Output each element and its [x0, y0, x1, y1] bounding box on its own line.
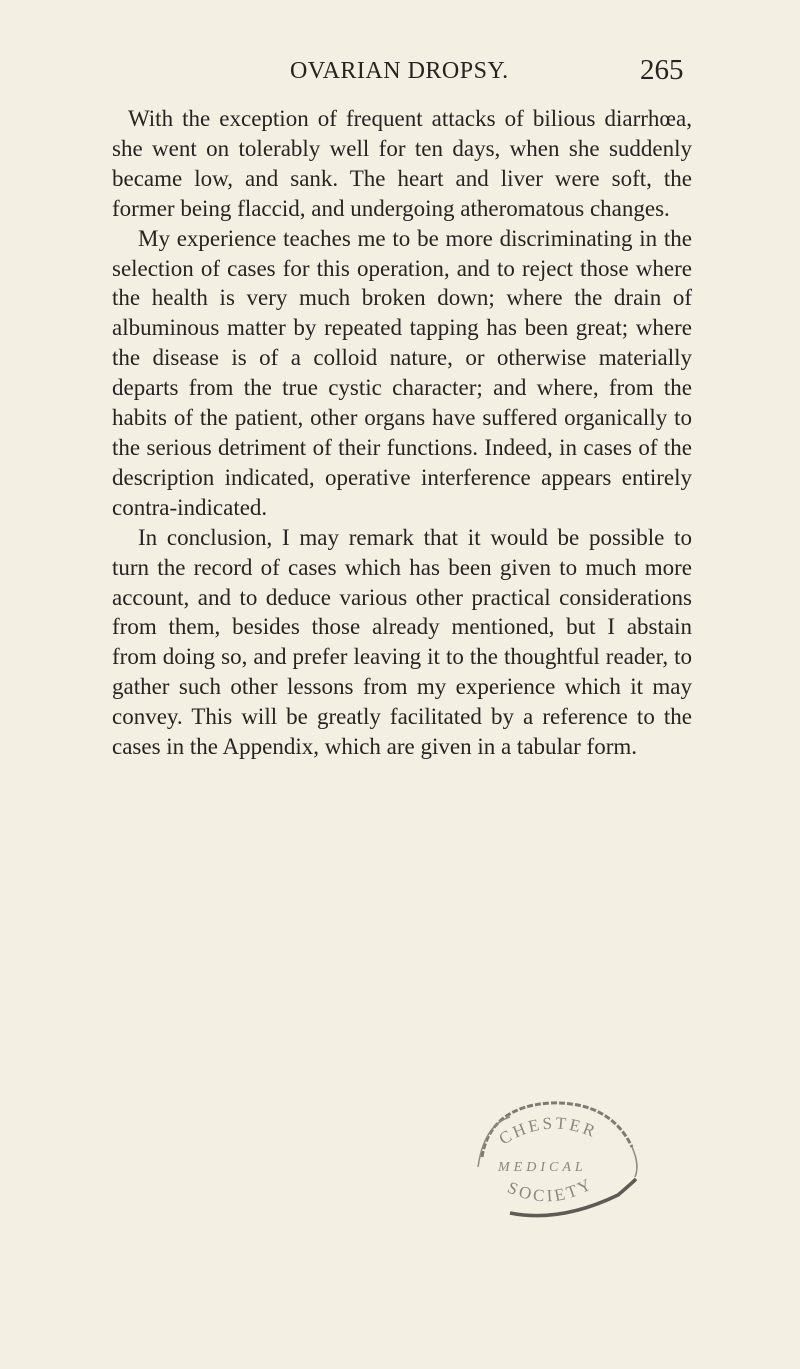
paragraph-1: With the exception of frequent attacks of bilious diarrhœa, she went on tolerably well for ten days, when she suddenly became low, and sank. The heart and liver were soft, the former being flaccid, and undergoing atheromatous changes. — [112, 106, 692, 221]
stamp-icon — [450, 1095, 650, 1225]
stamp-middle-text: MEDICAL — [498, 1160, 587, 1175]
stamp-top-text: CHESTER — [495, 1113, 601, 1149]
page-header — [0, 54, 800, 98]
body-text — [112, 104, 692, 762]
page-number: 265 — [640, 54, 684, 86]
stamp-bottom-text: SOCIETY — [504, 1173, 597, 1206]
running-title: OVARIAN DROPSY. — [290, 58, 509, 84]
paragraph-3: In conclusion, I may remark that it would be possible to turn the record of cases which has been given to much more account, and to deduce various other practical considerations from them, besides those already mentioned, but I abstain from doing so, and prefer leaving it to the thoughtful reader, to gather such other lessons from my experience which it may convey. This will be greatly facilitated by a reference to the cases in the Appendix, which are given in a tabular form. — [112, 524, 692, 760]
paragraph-2: My experience teaches me to be more discriminating in the selection of cases for this operation, and to reject those where the health is very much broken down; where the drain of albuminous matter by repeated tapping has been great; where the disease is of a colloid nature, or otherwise materially departs from the true cystic character; and where, from the habits of the patient, other organs have suffered organically to the serious detriment of their functions. Indeed, in cases of the description indicated, operative interference appears entirely contra-indicated. — [112, 225, 692, 520]
svg-text:CHESTER — [496, 1113, 601, 1148]
svg-text:SOCIETY — [505, 1174, 597, 1206]
library-stamp — [450, 1095, 650, 1225]
